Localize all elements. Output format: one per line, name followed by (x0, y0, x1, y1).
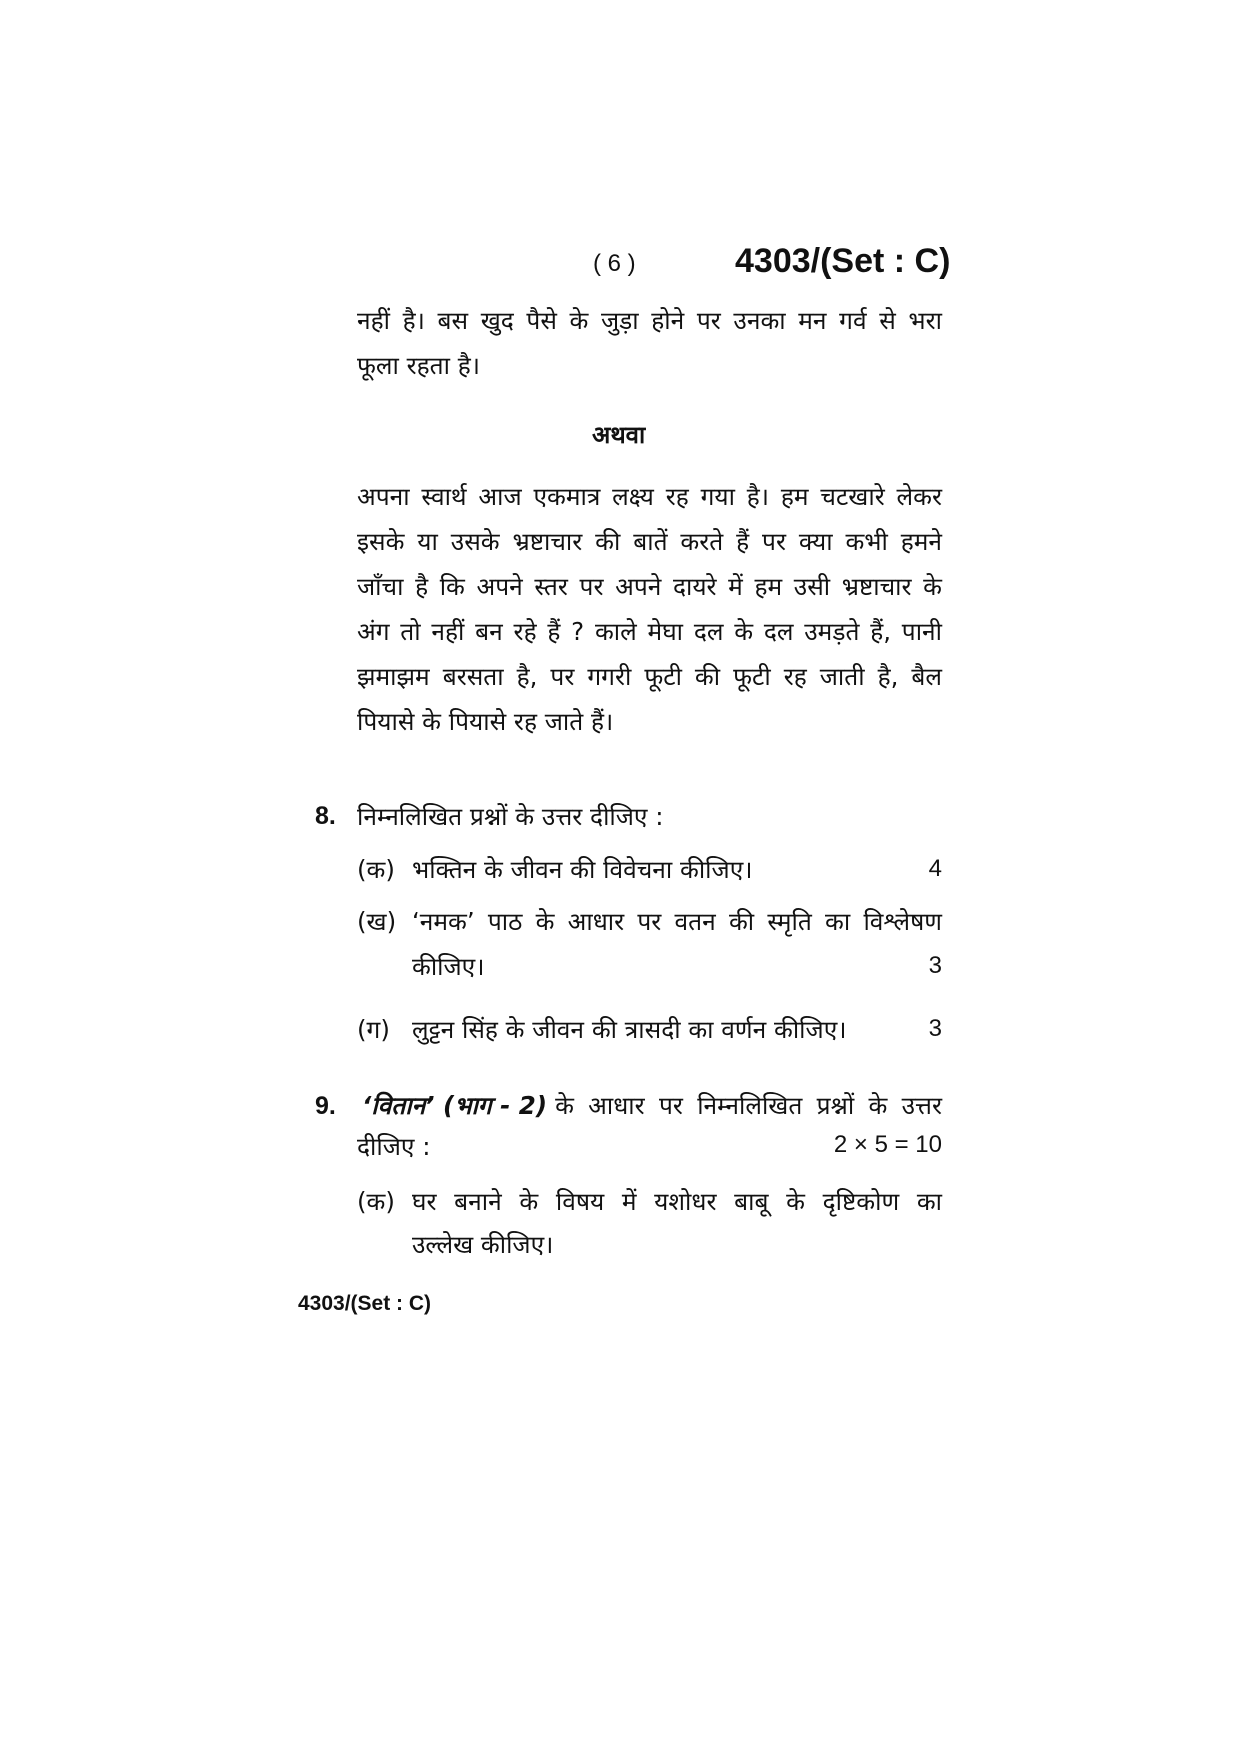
question-9-line2: दीजिए : (357, 1132, 431, 1161)
passage-alternative (357, 474, 942, 744)
q8-part-kha-line1: ‘नमक’ पाठ के आधार पर वतन की स्मृति का विश्लेषण (412, 907, 942, 936)
passage-line: नहीं है। बस खुद पैसे के जुड़ा होने पर उनका मन गर्व से भरा (357, 306, 942, 335)
q8-part-ka-marks: 4 (928, 855, 942, 882)
or-separator: अथवा (592, 421, 646, 449)
q8-part-ga-text: लुट्टन सिंह के जीवन की त्रासदी का वर्णन कीजिए। (412, 1015, 847, 1044)
question-9-marks: 2 × 5 = 10 (833, 1131, 942, 1158)
q8-part-kha-label: (ख) (357, 907, 397, 936)
passage-line: पियासे के पियासे रह जाते हैं। (357, 707, 614, 736)
q8-part-ga-marks: 3 (928, 1015, 942, 1042)
q8-part-ka-text: भक्तिन के जीवन की विवेचना कीजिए। (412, 855, 753, 884)
passage-line: जाँचा है कि अपने स्तर पर अपने दायरे में हम उसी भ्रष्टाचार के (357, 572, 942, 601)
q8-part-ga-label: (ग) (357, 1015, 390, 1044)
q9-part-ka-line2: उल्लेख कीजिए। (412, 1230, 554, 1259)
passage-line: फूला रहता है। (357, 351, 481, 380)
question-9-number: 9. (315, 1092, 336, 1120)
q8-part-ka-label: (क) (357, 855, 395, 884)
q9-part-ka-line1: घर बनाने के विषय में यशोधर बाबू के दृष्टिकोण का (412, 1187, 942, 1216)
page-number: ( 6 ) (593, 250, 636, 277)
passage-line: झमाझम बरसता है, पर गगरी फूटी की फूटी रह जाती है, बैल (357, 662, 942, 691)
passage-line: अंग तो नहीं बन रहे हैं ? काले मेघा दल के दल उमड़ते हैं, पानी (357, 617, 942, 646)
q8-part-kha-line2: कीजिए। (412, 952, 485, 981)
question-8-text: निम्नलिखित प्रश्नों के उत्तर दीजिए : (357, 802, 664, 831)
q8-part-kha-text (412, 905, 942, 938)
paper-code-header: 4303/(Set : C) (735, 242, 951, 280)
passage-line: अपना स्वार्थ आज एकमात्र लक्ष्य रह गया है। हम चटखारे लेकर (357, 482, 942, 511)
question-9-line1 (362, 1089, 942, 1122)
q9-text: के आधार पर निम्नलिखित प्रश्नों के उत्तर (555, 1091, 942, 1120)
paper-code-footer: 4303/(Set : C) (298, 1292, 432, 1315)
passage-continuation (357, 298, 942, 388)
q9-part-ka-label: (क) (357, 1187, 395, 1216)
passage-line: इसके या उसके भ्रष्टाचार की बातें करते हैं पर क्या कभी हमने (357, 527, 942, 556)
q9-book-title: ‘वितान’ (भाग - 2) (362, 1091, 548, 1120)
q9-part-ka-text (412, 1185, 942, 1218)
q8-part-kha-marks: 3 (928, 952, 942, 979)
question-8-number: 8. (315, 802, 336, 830)
